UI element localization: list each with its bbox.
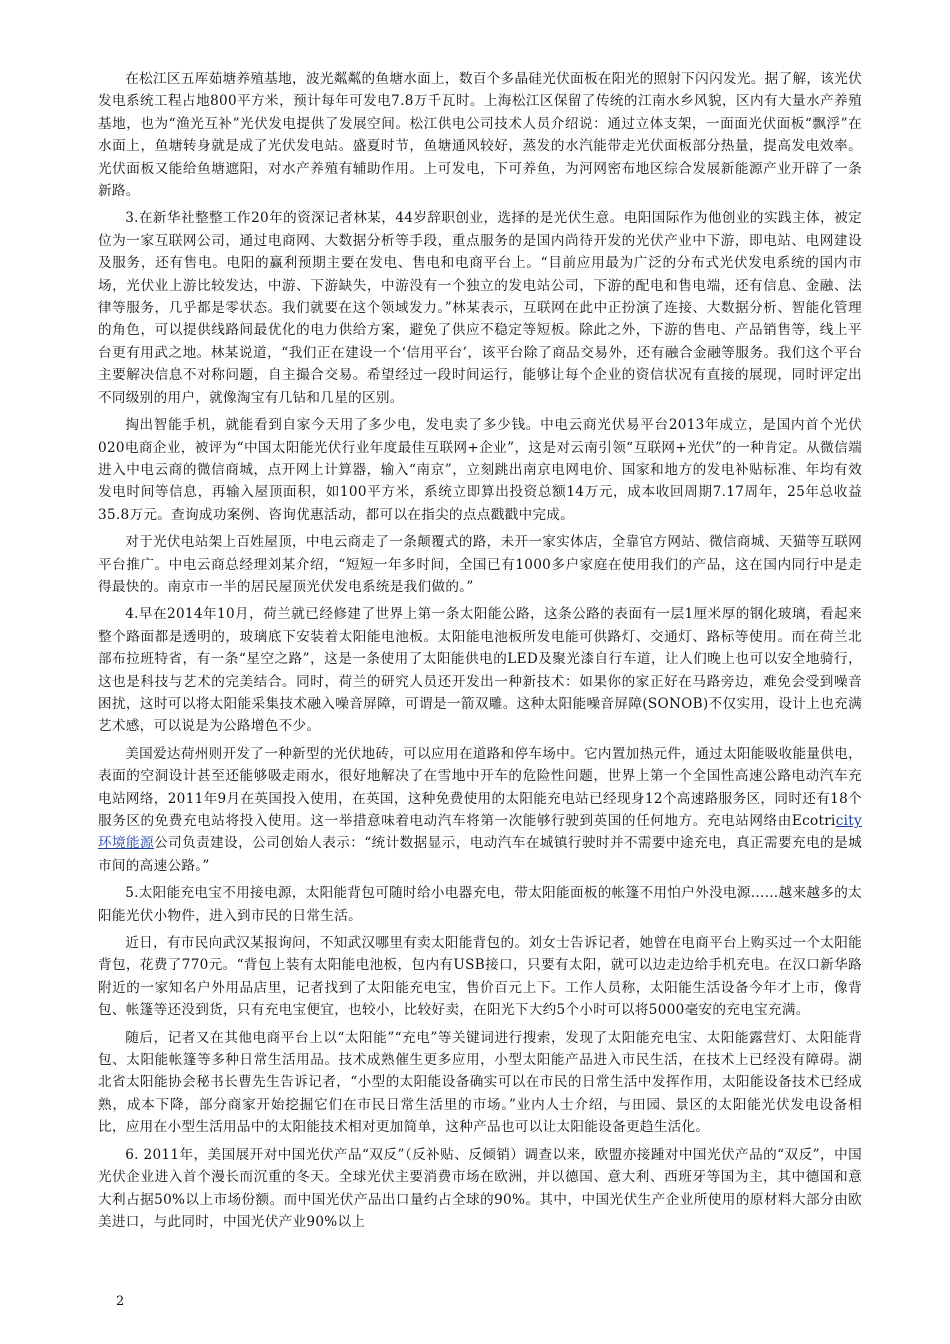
paragraph-solar-backpack: 近日，有市民向武汉某报询问，不知武汉哪里有卖太阳能背包的。刘女士告诉记者，她曾在电商平台上购买过一个太阳能背包，花费了770元。“背包上装有太阳能电池板，包内有USB接口，只要有太阳，就可以边走边给手机充电。在汉口新华路附近的一家知名户外用品店里，记者找到了太阳能充电宝，售价百元上下。工作人员称，太阳能生活设备今年才上市，像背包、帐篷等还没到货，只有充电宝便宜，也较小，比较好卖，在阳光下大约5个小时可以将5000毫安的充电宝充满。 xyxy=(98,935,862,1019)
paragraph-rooftop: 对于光伏电站架上百姓屋顶，中电云商走了一条颠覆式的路，未开一家实体店，全靠官方网站、微信商城、天猫等互联网平台推广。中电云商总经理刘某介绍，“短短一年多时间，全国已有1000多户家庭在使用我们的产品，这在国内同行中是走得最快的。南京市一半的居民屋顶光伏发电系统是我们做的。” xyxy=(98,534,862,595)
ecotricity-link[interactable]: city环境能源 xyxy=(98,813,862,852)
paragraph-zhongdian-cloud: 掏出智能手机，就能看到自家今天用了多少电，发电卖了多少钱。中电云商光伏易平台2013年成立，是国内首个光伏020电商企业，被评为“中国太阳能光伏行业年度最佳互联网+企业”，这是对云南引领“互联网+光伏”的一种肯定。从微信端进入中电云商的微信商城，点开网上计算器，输入“南京”，立刻跳出南京电网电价、国家和地方的发电补贴标准、年均有效发电时间等信息，再输入屋顶面积，如100平方米，系统立即算出投资总额14万元，成本收回周期7.17周年，25年总收益35.8万元。查询成功案例、咨询优惠活动，都可以在指尖的点点戳戳中完成。 xyxy=(98,417,862,523)
paragraph-5-gadgets: 5.太阳能充电宝不用接电源，太阳能背包可随时给小电器充电，带太阳能面板的帐篷不用怕户外没电源……越来越多的太阳能光伏小物件，进入到市民的日常生活。 xyxy=(98,885,862,924)
paragraph-fish-pond-solar: 在松江区五厍茹塘养殖基地，波光粼粼的鱼塘水面上，数百个多晶硅光伏面板在阳光的照射下闪闪发光。据了解，该光伏发电系统工程占地800平方米，预计每年可发电7.8万千瓦时。上海松江区保留了传统的江南水乡风貌，区内有大量水产养殖基地，也为“渔光互补”光伏发电提供了发展空间。松江供电公司技术人员介绍说：通过立体支架，一面面光伏面板“飘浮”在水面上，鱼塘转身就是成了光伏发电站。盛夏时节，鱼塘通风较好，蒸发的水汽能带走光伏面板部分热量，提高发电效率。光伏面板又能给鱼塘遮阳，对水产养殖有辅助作用。上可发电，下可养鱼，为河网密布地区综合发展新能源产业开辟了一条新路。 xyxy=(98,71,862,200)
document-body xyxy=(98,68,862,1238)
page-number: 2 xyxy=(116,1294,125,1309)
paragraph-idaho-text: 美国爱达荷州则开发了一种新型的光伏地砖，可以应用在道路和停车场中。它内置加热元件，通过太阳能吸收能量供电，表面的空洞设计甚至还能够吸走雨水，很好地解决了在雪地中开车的危险性问题，世界上第一个全国性高速公路电动汽车充电站网络，2011年9月在英国投入使用，在英国，这种免费使用的太阳能充电站已经现身12个高速路服务区，同时还有18个服务区的免费充电站将投入使用。这一举措意味着电动汽车将第一次能够行驶到英国的任何地方。充电站网络由Ecotri xyxy=(98,745,862,829)
paragraph-idaho-tail: 公司负责建设，公司创始人表示：“统计数据显示，电动汽车在城镇行驶时并不需要中途充电，真正需要充电的是城市间的高速公路。” xyxy=(98,835,862,874)
paragraph-ecommerce-search: 随后，记者又在其他电商平台上以“太阳能”“充电”等关键词进行搜索，发现了太阳能充电宝、太阳能露营灯、太阳能背包、太阳能帐篷等多种日常生活用品。技术成熟催生更多应用，小型太阳能产品进入市民生活，在技术上已经没有障碍。湖北省太阳能协会秘书长曹先生告诉记者，“小型的太阳能设备确实可以在市民的日常生活中发挥作用，太阳能设备技术已经成熟，成本下降，部分商家开始挖掘它们在市民日常生活里的市场。”业内人士介绍，与田园、景区的太阳能光伏发电设备相比，应用在小型生活用品中的太阳能技术相对更加简单，这种产品也可以让太阳能设备更趋生活化。 xyxy=(98,1029,862,1136)
paragraph-3-dianyang: 3.在新华社整整工作20年的资深记者林某，44岁辞职创业，选择的是光伏生意。电阳国际作为他创业的实践主体，被定位为一家互联网公司，通过电商网、大数据分析等手段，重点服务的是国内尚待开发的光伏产业中下游，即电站、电网建设及服务，还有售电。电阳的赢利预期主要在发电、售电和电商平台上。“目前应用最为广泛的分布式光伏发电系统的国内市场，光伏业上游比较发达，中游、下游缺失，中游没有一个独立的发电站公司，下游的配电和售电端，还有信息、金融、法律等服务，几乎都是零状态。我们就要在这个领域发力。”林某表示，互联网在此中正扮演了连接、大数据分析、智能化管理的角色，可以提供线路间最优化的电力供给方案，避免了供应不稳定等短板。除此之外，下游的售电、产品销售等，线上平台更有用武之地。林某说道，“我们正在建设一个‘信用平台’，该平台除了商品交易外，还有融合金融等服务。我们这个平台主要解决信息不对称问题，自主撮合交易。希望经过一段时间运行，能够让每个企业的资信状况有直接的展现，同时评定出不同级别的用户，就像淘宝有几钻和几星的区别。 xyxy=(98,210,862,406)
paragraph-6-anti-dumping: 6. 2011年，美国展开对中国光伏产品“双反”（反补贴、反倾销）调查以来，欧盟亦接踵对中国光伏产品的“双反”，中国光伏企业进入首个漫长而沉重的冬天。全球光伏主要消费市场在欧洲，并以德国、意大利、西班牙等国为主，其中德国和意大利占据50%以上市场份额。而中国光伏产品出口量约占全球的90%。其中，中国光伏生产企业所使用的原材料大部分由欧美进口，与此同时，中国光伏产业90%以上 xyxy=(98,1146,862,1230)
paragraph-4-solar-road: 4.早在2014年10月，荷兰就已经修建了世界上第一条太阳能公路，这条公路的表面有一层1厘米厚的钢化玻璃，看起来整个路面都是透明的，玻璃底下安装着太阳能电池板。太阳能电池板所发电能可供路灯、交通灯、路标等使用。而在荷兰北部布拉班特省，有一条“星空之路”，这是一条使用了太阳能供电的LED及聚光漆自行车道，让人们晚上也可以安全地骑行，这也是科技与艺术的完美结合。同时，荷兰的研究人员还开发出一种新技术：如果你的家正好在马路旁边，难免会受到噪音困扰，这时可以将太阳能采集技术融入噪音屏障，可谓是一箭双雕。这种太阳能噪音屏障(SONOB)不仅实用，设计上也充满艺术感，可以说是为公路增色不少。 xyxy=(98,606,862,735)
paragraph-idaho-tiles xyxy=(98,743,862,877)
